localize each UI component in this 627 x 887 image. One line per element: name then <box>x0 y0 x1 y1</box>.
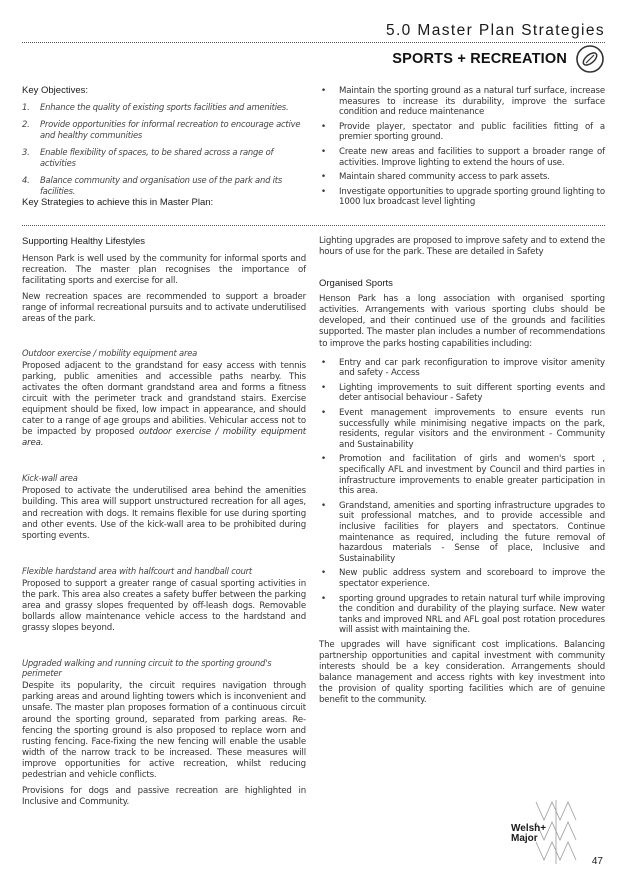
subheading: Flexible hardstand area with halfcourt and handball court <box>22 565 253 576</box>
brand-logo: Welsh+ Major <box>511 823 547 844</box>
right-column <box>319 236 605 706</box>
top-strategies <box>319 86 605 212</box>
paragraph: The upgrades will have significant cost implications. Balancing partnership opportunities and capital investment with community interests should be a key consideration. Arrangements should balance management and access rights with key investment into the provision of quality sporting facilities which are of genuine benefit to the community. <box>319 639 605 706</box>
objective-item: 1. Enhance the quality of existing sports facilities and amenities. <box>22 102 289 112</box>
subheading: Outdoor exercise / mobility equipment area <box>22 347 198 358</box>
list-item: • sporting ground upgrades to retain natural turf while improving the condition and durability of the playing surface. New water tanks and improved NRL and AFL goal post rotation procedures will assist with maintaining the. <box>321 593 605 636</box>
sports-ball-icon <box>575 44 605 74</box>
top-strategies-list <box>319 86 605 208</box>
organised-sports-list <box>319 358 605 636</box>
list-item: • New public address system and scoreboard to improve the spectator experience. <box>321 568 605 589</box>
paragraph: Henson Park is well used by the community for informal sports and recreation. The master plan recognises the importance of facilitating sports and exercise for all. <box>22 254 306 287</box>
objectives-list <box>22 102 306 197</box>
paragraph: New recreation spaces are recommended to support a broader range of informal recreational pursuits and to activate underutilised areas of the park. <box>22 292 306 325</box>
objective-item: 3. Enable flexibility of spaces, to be shared across a range of activities <box>22 147 274 168</box>
section-title: 5.0 Master Plan Strategies <box>385 22 605 39</box>
left-column <box>22 236 306 808</box>
list-item: • Event management improvements to ensure events run successfully while minimising negative impacts on the park, residents, regular visitors and the environment - Community and Sustainability <box>321 408 605 450</box>
list-item: • Grandstand, amenities and sporting infrastructure upgrades to suit professional matches, and to provide accessible and inclusive facilities for players and spectators. Continue maintenance as required, including the future removal of hazardous materials - Sense of place, Inclusive and Sustainability <box>321 500 605 564</box>
list-item: • Maintain shared community access to park assets. <box>321 172 550 183</box>
list-item: • Investigate opportunities to upgrade sporting ground lighting to 1000 lux broadcast level lighting <box>321 186 605 208</box>
paragraph: Proposed to activate the underutilised area behind the amenities building. This area will support unstructured recreation for all ages, and recreation with dogs. It remains flexible for use during sporting and other events. Use of the kick-wall area to be prohibited during sporting events. <box>22 486 306 541</box>
paragraph: Proposed adjacent to the grandstand for easy access with tennis parking, public amenities and accessible paths nearby. This activates the often dormant grandstand area and forms a fitness circuit with the perimeter track and grandstand stairs. Exercise equipment should be fixed, low impact in appearance, and should cater to a range of age groups and abilities. Vehicular access not to be impacted by proposed outdoor exercise / mobility equipment area. <box>22 360 306 449</box>
list-item: • Create new areas and facilities to support a broader range of activities. Improve lighting to extend the hours of use. <box>321 146 605 168</box>
list-item: • Promotion and facilitation of girls and women's sport , specifically AFL and investment by Council and third parties in infrastructure improvements to enable greater participation in this area. <box>321 454 605 497</box>
list-item: • Entry and car park reconfiguration to improve visitor amenity and safety - Access <box>321 357 605 379</box>
section-divider <box>22 225 605 226</box>
paragraph: Lighting upgrades are proposed to improve safety and to extend the hours of use for the park. These are detailed in Safety <box>319 236 605 258</box>
list-item: • Lighting improvements to suit different sporting events and deter antisocial behaviour - Safety <box>321 382 605 404</box>
objectives-heading: Key Objectives: <box>22 85 88 96</box>
paragraph: Henson Park has a long association with organised sporting activities. Arrangements with various sporting clubs should be developed, and their continued use of the grounds and facilities supported. The master plan includes a number of recommendations to improve the parks hosting capabilities including: <box>319 294 605 349</box>
objective-item: 4. Balance community and organisation use of the park and its facilities. <box>22 175 283 196</box>
strategies-heading: Key Strategies to achieve this in Master Plan: <box>22 197 214 208</box>
healthy-lifestyles-heading: Supporting Healthy Lifestyles <box>22 236 146 247</box>
section-banner: SPORTS + RECREATION <box>392 51 567 67</box>
paragraph: Despite its popularity, the circuit requires navigation through parking areas and around lighting towers which is inconvenient and unsafe. The master plan proposes formation of a continuous circuit around the sporting ground, separated from parking areas. Re-fencing the sporting ground is also proposed to replace worn and rusting fencing. Face-fixing the new fencing will enable the usable width of the narrow track to be increased. These measures will improve opportunities for active recreation, whilst reducing pedestrian and vehicle conflicts. <box>22 681 306 780</box>
header-divider <box>22 42 605 43</box>
organised-sports-heading: Organised Sports <box>319 278 393 290</box>
paragraph: Provisions for dogs and passive recreation are highlighted in Inclusive and Community. <box>22 786 306 808</box>
key-objectives <box>22 85 306 203</box>
list-item: • Provide player, spectator and public facilities fitting of a premier sporting ground. <box>321 121 605 143</box>
objective-item: 2. Provide opportunities for informal recreation to encourage active and healthy communities <box>22 119 301 140</box>
paragraph: Proposed to support a greater range of casual sporting activities in the park. This area also creates a safety buffer between the parking area and grassy slopes frequented by off-leash dogs. Removable bollards allow maintenance vehicle access to the hardstand and grassy slopes beyond. <box>22 578 306 634</box>
subheading: Kick-wall area <box>22 473 78 484</box>
subheading: Upgraded walking and running circuit to the sporting ground's perimeter <box>22 658 272 679</box>
list-item: • Maintain the sporting ground as a natural turf surface, increase measures to increase its durability, improve the surface condition and reduce maintenance <box>321 86 605 118</box>
page-number: 47 <box>591 856 603 867</box>
